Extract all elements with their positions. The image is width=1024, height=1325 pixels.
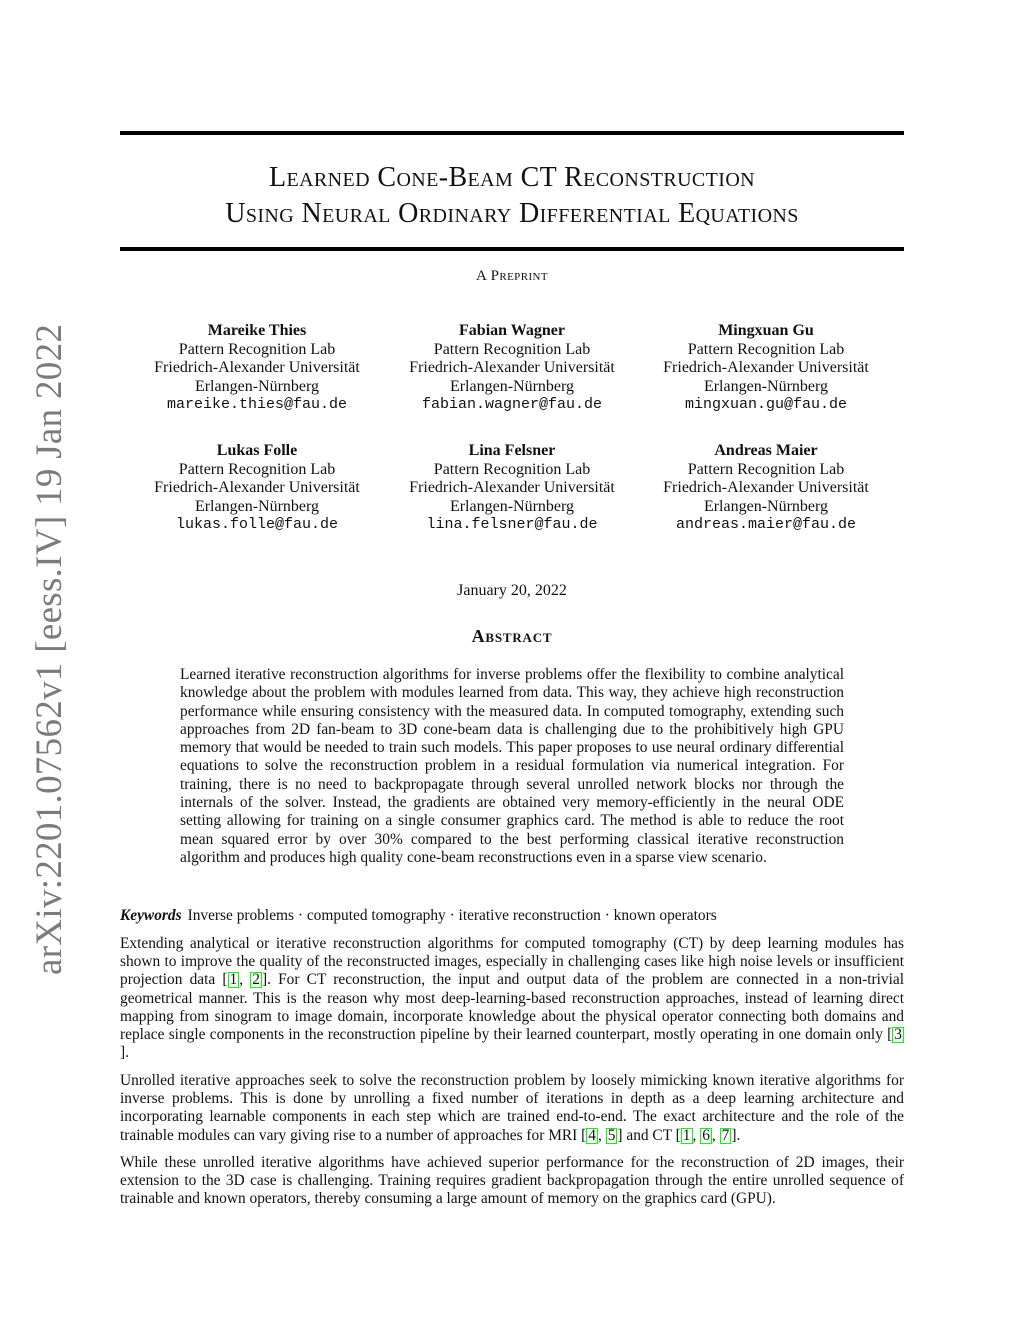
author-email-link[interactable]: lukas.folle@fau.de xyxy=(175,516,339,534)
preprint-label: A Preprint xyxy=(476,268,548,284)
citation-link[interactable]: 4 xyxy=(588,1126,596,1144)
author-city: Erlangen-Nürnberg xyxy=(449,497,575,515)
author-lab: Pattern Recognition Lab xyxy=(178,340,336,358)
citation-link[interactable]: 6 xyxy=(702,1126,710,1144)
author-city: Erlangen-Nürnberg xyxy=(194,377,320,395)
author-university: Friedrich-Alexander Universität xyxy=(663,479,869,497)
keywords-label: Keywords xyxy=(120,907,182,924)
author-lab: Pattern Recognition Lab xyxy=(687,460,845,478)
author-card xyxy=(126,442,388,535)
author-lab: Pattern Recognition Lab xyxy=(687,340,845,358)
keywords-text: Inverse problems · computed tomography · iterative reconstruction · known operators xyxy=(187,907,717,924)
citation-link[interactable]: 1 xyxy=(682,1126,691,1144)
author-email-link[interactable]: mingxuan.gu@fau.de xyxy=(684,396,848,414)
citation-link[interactable]: 3 xyxy=(894,1026,902,1044)
citation-link[interactable]: 2 xyxy=(252,971,260,989)
author-name: Mareike Thies xyxy=(207,322,307,339)
author-email-link[interactable]: fabian.wagner@fau.de xyxy=(421,396,603,414)
body-paragraph-2: Unrolled iterative approaches seek to solve the reconstruction problem by loosely mimicking known iterative algorithms for inverse problems. This is done by unrolling a fixed number of iterations in depth as a deep learning architecture and incorporating learnable components in each step which are trained end-to-end. The exact architecture and the role of the trainable modules can vary giving rise to a number of approaches for MRI [ 4 , 5 ] and CT [ 1 , 6 , 7 ]. xyxy=(120,1072,904,1144)
author-city: Erlangen-Nürnberg xyxy=(194,497,320,515)
keywords-line xyxy=(120,907,904,925)
author-city: Erlangen-Nürnberg xyxy=(449,377,575,395)
author-city: Erlangen-Nürnberg xyxy=(703,377,829,395)
title-line-1: Learned Cone-Beam CT Reconstruction xyxy=(268,162,756,193)
body-paragraph-3: While these unrolled iterative algorithms have achieved superior performance for the reconstruction of 2D images, their extension to the 3D case is challenging. Training requires gradient backpropagation through the entire unrolled sequence of trainable and known operators, thereby consuming a large amount of memory on the graphics card (GPU). xyxy=(120,1154,904,1208)
citation-link[interactable]: 7 xyxy=(721,1126,730,1144)
title-top-rule xyxy=(120,131,904,135)
author-card xyxy=(381,442,643,535)
author-card xyxy=(635,442,897,535)
publication-date: January 20, 2022 xyxy=(457,582,567,599)
author-name: Lukas Folle xyxy=(216,442,298,459)
author-name: Mingxuan Gu xyxy=(718,322,814,339)
arxiv-identifier-stamp[interactable]: arXiv:2201.07562v1 [eess.IV] 19 Jan 2022 xyxy=(29,323,70,975)
author-name: Fabian Wagner xyxy=(459,322,565,339)
author-name: Andreas Maier xyxy=(714,442,818,459)
author-card xyxy=(635,322,897,415)
author-card xyxy=(381,322,643,415)
author-email-link[interactable]: lina.felsner@fau.de xyxy=(426,516,598,534)
author-name: Lina Felsner xyxy=(468,442,556,459)
author-university: Friedrich-Alexander Universität xyxy=(409,479,615,497)
author-university: Friedrich-Alexander Universität xyxy=(154,359,360,377)
author-lab: Pattern Recognition Lab xyxy=(178,460,336,478)
abstract-heading: Abstract xyxy=(471,626,553,646)
author-university: Friedrich-Alexander Universität xyxy=(409,359,615,377)
citation-link[interactable]: 5 xyxy=(607,1126,616,1144)
author-university: Friedrich-Alexander Universität xyxy=(663,359,869,377)
author-city: Erlangen-Nürnberg xyxy=(703,497,829,515)
author-email-link[interactable]: andreas.maier@fau.de xyxy=(675,516,857,534)
citation-link[interactable]: 1 xyxy=(229,971,238,989)
author-lab: Pattern Recognition Lab xyxy=(433,340,591,358)
author-card xyxy=(126,322,388,415)
abstract-text: Learned iterative reconstruction algorithms for inverse problems offer the flexibility to combine analytical knowledge about the problem with modules learned from data. This way, they achieve high reconstruction performance while ensuring consistency with the measured data. In computed tomography, extending such approaches from 2D fan-beam to 3D cone-beam data is challenging due to the prohibitively high GPU memory that would be needed to train such models. This paper proposes to use neural ordinary differential equations to solve the reconstruction problem in a residual formulation via numerical integration. For training, there is no need to backpropagate through several unrolled network blocks nor through the internals of the solver. Instead, the gradients are obtained very memory-efficiently in the neural ODE setting allowing for training on a single consumer graphics card. The method is able to reduce the root mean squared error by over 30% compared to the best performing classical iterative reconstruction algorithm and produces high quality cone-beam reconstructions even in a sparse view scenario. xyxy=(180,666,844,866)
paper-title xyxy=(120,160,904,232)
title-bottom-rule xyxy=(120,247,904,251)
title-line-2: Using Neural Ordinary Differential Equations xyxy=(225,198,799,229)
body-paragraph-1: Extending analytical or iterative reconstruction algorithms for computed tomography (CT) by deep learning modules has shown to improve the quality of the reconstructed images, especially in challenging cases like high noise levels or insufficient projection data [ 1 , 2 ]. For CT reconstruction, the input and output data of the problem are connected in a non-trivial geometrical manner. This is the reason why most deep-learning-based reconstruction approaches, instead of learning direct mapping from sinogram to image domain, incorporate knowledge about the physical operator connecting both domains and replace single components in the reconstruction pipeline by their learned counterpart, mostly operating in one domain only [ 3]. xyxy=(120,935,904,1062)
author-lab: Pattern Recognition Lab xyxy=(433,460,591,478)
author-email-link[interactable]: mareike.thies@fau.de xyxy=(166,396,348,414)
author-university: Friedrich-Alexander Universität xyxy=(154,479,360,497)
